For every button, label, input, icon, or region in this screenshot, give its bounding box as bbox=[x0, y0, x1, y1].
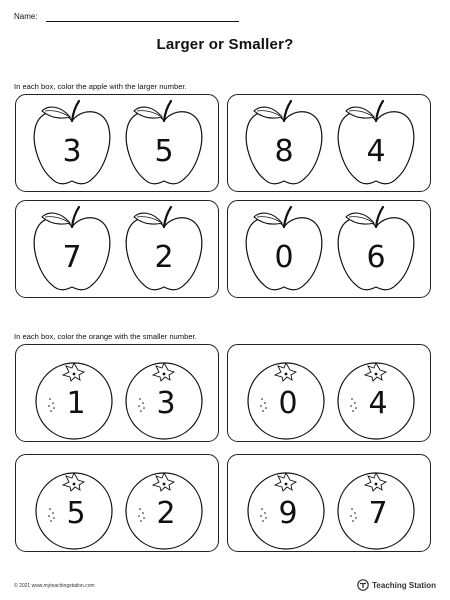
apple-icon[interactable] bbox=[338, 207, 414, 290]
apple-number: 8 bbox=[274, 134, 294, 169]
orange-box-4 bbox=[227, 454, 431, 552]
brand-logo bbox=[357, 579, 436, 591]
orange-number: 9 bbox=[278, 496, 298, 531]
apple-number: 4 bbox=[366, 134, 386, 169]
apple-number: 6 bbox=[366, 240, 386, 275]
name-field-line[interactable] bbox=[46, 21, 239, 22]
apple-icon[interactable] bbox=[126, 207, 202, 290]
orange-box-1 bbox=[15, 344, 219, 442]
orange-number: 5 bbox=[66, 496, 86, 531]
apple-icon[interactable] bbox=[246, 207, 322, 290]
apple-pair bbox=[228, 95, 432, 193]
apple-box-3 bbox=[15, 200, 219, 298]
orange-icon[interactable] bbox=[248, 363, 324, 439]
orange-pair bbox=[228, 345, 432, 443]
apple-number: 5 bbox=[154, 134, 174, 169]
orange-icon[interactable] bbox=[338, 473, 414, 549]
apple-icon[interactable] bbox=[34, 207, 110, 290]
apple-pair bbox=[16, 95, 220, 193]
worksheet-title: Larger or Smaller? bbox=[156, 36, 294, 53]
orange-icon[interactable] bbox=[126, 363, 202, 439]
teaching-station-logo-icon bbox=[357, 579, 369, 591]
brand-name: Teaching Station bbox=[372, 580, 436, 590]
apple-instruction: In each box, color the apple with the larger number. bbox=[14, 82, 187, 91]
name-label: Name: bbox=[14, 12, 38, 21]
apple-icon[interactable] bbox=[34, 101, 110, 184]
orange-number: 2 bbox=[156, 496, 176, 531]
orange-pair bbox=[16, 345, 220, 443]
apple-icon[interactable] bbox=[126, 101, 202, 184]
orange-icon[interactable] bbox=[338, 363, 414, 439]
orange-icon[interactable] bbox=[36, 473, 112, 549]
orange-instruction: In each box, color the orange with the smaller number. bbox=[14, 332, 197, 341]
orange-number: 0 bbox=[278, 386, 298, 421]
apple-pair bbox=[16, 201, 220, 299]
apple-icon[interactable] bbox=[246, 101, 322, 184]
apple-number: 7 bbox=[62, 240, 82, 275]
apple-box-1 bbox=[15, 94, 219, 192]
orange-pair bbox=[228, 455, 432, 553]
apple-number: 2 bbox=[154, 240, 174, 275]
orange-icon[interactable] bbox=[126, 473, 202, 549]
orange-number: 4 bbox=[368, 386, 388, 421]
orange-number: 1 bbox=[66, 386, 86, 421]
apple-box-2 bbox=[227, 94, 431, 192]
apple-icon[interactable] bbox=[338, 101, 414, 184]
apple-pair bbox=[228, 201, 432, 299]
apple-number: 0 bbox=[274, 240, 294, 275]
apple-box-4 bbox=[227, 200, 431, 298]
orange-icon[interactable] bbox=[36, 363, 112, 439]
orange-pair bbox=[16, 455, 220, 553]
copyright-text: © 2021 www.myteachingstation.com bbox=[14, 583, 95, 589]
orange-number: 3 bbox=[156, 386, 176, 421]
orange-box-2 bbox=[227, 344, 431, 442]
apple-number: 3 bbox=[62, 134, 82, 169]
orange-icon[interactable] bbox=[248, 473, 324, 549]
orange-number: 7 bbox=[368, 496, 388, 531]
orange-box-3 bbox=[15, 454, 219, 552]
